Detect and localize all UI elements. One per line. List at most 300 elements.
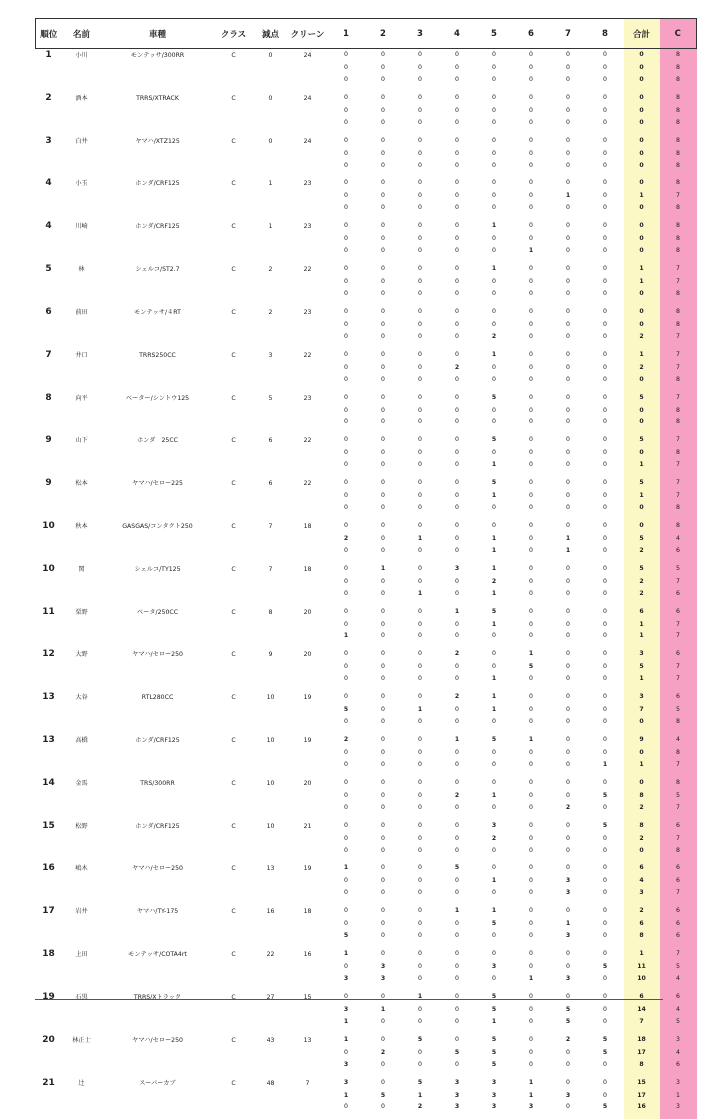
empty-cell [102,545,214,557]
section-score: 1 [476,220,513,233]
section-score: 0 [550,563,587,576]
lap-clean-count: 6 [660,875,697,887]
section-score: 1 [402,1090,439,1102]
lap-row [36,545,697,557]
empty-cell [214,802,254,814]
rider-penalty: 10 [254,820,288,833]
section-score: 0 [328,392,365,405]
rider-clean: 23 [288,392,328,405]
empty-cell [62,716,102,728]
rider-bike: TRS/300RR [102,777,214,790]
lap-total: 2 [624,362,660,374]
empty-cell [288,416,328,428]
rider-class: C [214,177,254,190]
lap-total: 8 [624,790,660,802]
section-score: 0 [513,563,550,576]
empty-cell [102,202,214,214]
empty-cell [102,490,214,502]
rider-class: C [214,648,254,661]
section-score: 0 [587,991,624,1004]
section-score: 0 [550,648,587,661]
empty-cell [62,1059,102,1071]
section-score: 0 [476,92,513,105]
lap-row [36,661,697,673]
section-score: 0 [513,220,550,233]
empty-cell [62,319,102,331]
section-score: 0 [439,117,476,129]
empty-cell [36,545,62,557]
lap-total: 14 [624,1004,660,1016]
section-score: 0 [402,673,439,685]
section-score: 0 [439,233,476,245]
lap-clean-count: 8 [660,135,697,148]
lap-total: 5 [624,434,660,447]
empty-cell [62,74,102,86]
lap-total: 18 [624,1034,660,1047]
empty-cell [254,245,288,257]
empty-cell [254,374,288,386]
lap-row [36,245,697,257]
header-section-6: 6 [513,19,550,49]
empty-cell [62,704,102,716]
spacer-cell [102,1113,214,1119]
empty-cell [214,416,254,428]
section-score: 0 [550,502,587,514]
section-score: 0 [513,991,550,1004]
empty-cell [214,245,254,257]
lap-row [36,1004,697,1016]
lap-total: 1 [624,948,660,961]
section-score: 0 [402,392,439,405]
rider-name: 川崎 [62,220,102,233]
section-score: 0 [513,747,550,759]
spacer-cell [328,1113,365,1119]
empty-cell [288,875,328,887]
section-score: 0 [476,520,513,533]
lap-clean-count: 8 [660,233,697,245]
lap-row [36,875,697,887]
lap-row [36,1059,697,1071]
lap-clean-count: 8 [660,747,697,759]
rider-bike: TRRS/Xトラック [102,991,214,1004]
section-score: 0 [587,233,624,245]
empty-cell [62,288,102,300]
empty-cell [288,887,328,899]
section-score: 5 [587,961,624,973]
section-score: 1 [328,948,365,961]
section-score: 0 [513,588,550,600]
empty-cell [36,1047,62,1059]
section-score: 0 [587,434,624,447]
empty-cell [62,405,102,417]
empty-cell [288,362,328,374]
section-score: 5 [476,606,513,619]
lap-row [36,576,697,588]
section-score: 0 [328,160,365,172]
lap-row [36,520,697,533]
empty-cell [36,105,62,117]
rider-bike: ヤマハ/TY-175 [102,905,214,918]
section-score: 0 [328,563,365,576]
section-score: 0 [587,802,624,814]
rider-clean: 20 [288,777,328,790]
rider-bike: シェルコ/ST2.7 [102,263,214,276]
rider-class: C [214,905,254,918]
section-score: 0 [550,691,587,704]
empty-cell [62,148,102,160]
lap-row [36,833,697,845]
section-score: 0 [513,135,550,148]
empty-cell [254,405,288,417]
lap-clean-count: 8 [660,177,697,190]
section-score: 0 [328,416,365,428]
empty-cell [254,62,288,74]
section-score: 0 [513,1004,550,1016]
lap-total: 0 [624,319,660,331]
section-score: 0 [439,62,476,74]
section-score: 0 [587,1059,624,1071]
lap-clean-count: 8 [660,202,697,214]
lap-total: 0 [624,520,660,533]
empty-cell [288,704,328,716]
empty-cell [102,588,214,600]
lap-clean-count: 6 [660,545,697,557]
section-score: 0 [402,92,439,105]
lap-clean-count: 8 [660,319,697,331]
empty-cell [254,673,288,685]
section-score: 0 [365,691,402,704]
empty-cell [254,362,288,374]
empty-cell [102,331,214,343]
lap-row [36,563,697,576]
empty-cell [214,1090,254,1102]
section-score: 0 [439,918,476,930]
lap-row [36,92,697,105]
lap-row [36,331,697,343]
section-score: 0 [439,777,476,790]
section-score: 0 [439,747,476,759]
empty-cell [214,704,254,716]
lap-row [36,802,697,814]
lap-clean-count: 5 [660,1016,697,1028]
empty-cell [36,233,62,245]
lap-total: 0 [624,49,660,63]
empty-cell [254,416,288,428]
section-score: 5 [328,704,365,716]
rider-clean: 22 [288,434,328,447]
empty-cell [254,588,288,600]
section-score: 0 [550,117,587,129]
empty-cell [36,588,62,600]
rider-clean: 19 [288,862,328,875]
section-score: 0 [550,759,587,771]
lap-clean-count: 8 [660,306,697,319]
section-score: 0 [328,331,365,343]
section-score: 0 [328,777,365,790]
section-score: 0 [439,319,476,331]
empty-cell [36,630,62,642]
rider-bike: ヤマハ/セロー250 [102,648,214,661]
section-score: 0 [513,845,550,857]
section-score: 0 [513,887,550,899]
lap-total: 5 [624,392,660,405]
lap-total: 2 [624,905,660,918]
section-score: 0 [365,392,402,405]
section-score: 1 [513,1077,550,1090]
section-score: 0 [402,276,439,288]
rider-name: 秋本 [62,520,102,533]
section-score: 0 [402,288,439,300]
lap-row [36,220,697,233]
empty-cell [102,747,214,759]
lap-clean-count: 7 [660,661,697,673]
section-score: 0 [587,588,624,600]
section-score: 0 [439,190,476,202]
section-score: 1 [476,619,513,631]
section-score: 0 [476,105,513,117]
section-score: 0 [550,1101,587,1113]
empty-cell [214,160,254,172]
empty-cell [36,887,62,899]
lap-clean-count: 7 [660,673,697,685]
lap-row [36,905,697,918]
section-score: 0 [402,545,439,557]
lap-row [36,1090,697,1102]
section-score: 0 [513,49,550,63]
empty-cell [62,1016,102,1028]
section-score: 0 [402,416,439,428]
rider-bike: ヤマハ/セロー225 [102,477,214,490]
rider-penalty: 43 [254,1034,288,1047]
section-score: 0 [402,459,439,471]
section-score: 0 [439,1016,476,1028]
empty-cell [36,961,62,973]
section-score: 0 [365,887,402,899]
lap-total: 6 [624,991,660,1004]
lap-total: 9 [624,734,660,747]
section-score: 1 [550,545,587,557]
section-score: 0 [439,245,476,257]
spacer-cell [402,1113,439,1119]
rider-bike: ホンダ/CRF125 [102,220,214,233]
lap-row [36,845,697,857]
section-score: 3 [550,1090,587,1102]
section-score: 0 [439,177,476,190]
empty-cell [102,502,214,514]
lap-row [36,502,697,514]
section-score: 0 [402,331,439,343]
rider-bike: RTL280CC [102,691,214,704]
section-score: 5 [476,477,513,490]
section-score: 0 [328,820,365,833]
lap-total: 15 [624,1077,660,1090]
empty-cell [288,331,328,343]
section-score: 0 [439,588,476,600]
section-score: 0 [365,447,402,459]
section-score: 0 [328,747,365,759]
rider-rank: 4 [36,177,62,190]
section-score: 0 [402,105,439,117]
rider-class: C [214,477,254,490]
empty-cell [288,288,328,300]
section-score: 1 [513,973,550,985]
lap-row [36,820,697,833]
section-score: 1 [328,630,365,642]
section-score: 0 [365,459,402,471]
spacer-cell [214,1113,254,1119]
section-score: 0 [328,276,365,288]
section-score: 0 [365,790,402,802]
section-score: 0 [550,820,587,833]
rider-class: C [214,1077,254,1090]
empty-cell [214,533,254,545]
section-score: 0 [513,790,550,802]
section-score: 0 [439,92,476,105]
lap-row [36,1034,697,1047]
rider-bike: TRRS/XTRACK [102,92,214,105]
rider-rank: 13 [36,734,62,747]
header-class: クラス [214,19,254,49]
section-score: 0 [550,276,587,288]
lap-total: 0 [624,117,660,129]
section-score: 0 [439,392,476,405]
section-score: 1 [476,1016,513,1028]
section-score: 5 [439,862,476,875]
section-score: 0 [328,991,365,1004]
section-score: 0 [587,319,624,331]
section-score: 0 [513,349,550,362]
rider-bike: モンテッサ/COTA4rt [102,948,214,961]
section-score: 0 [402,349,439,362]
lap-clean-count: 7 [660,276,697,288]
empty-cell [214,759,254,771]
section-score: 0 [365,220,402,233]
section-score: 0 [587,306,624,319]
lap-total: 17 [624,1047,660,1059]
section-score: 0 [587,331,624,343]
lap-clean-count: 7 [660,833,697,845]
lap-total: 3 [624,691,660,704]
lap-clean-count: 1 [660,1090,697,1102]
empty-cell [36,62,62,74]
section-score: 0 [439,833,476,845]
section-score: 0 [513,704,550,716]
rider-class: C [214,306,254,319]
section-score: 0 [550,374,587,386]
section-score: 0 [439,306,476,319]
rider-penalty: 7 [254,563,288,576]
section-score: 0 [365,374,402,386]
rider-clean: 20 [288,606,328,619]
rider-class: C [214,777,254,790]
section-score: 0 [402,630,439,642]
section-score: 0 [365,833,402,845]
section-score: 0 [365,862,402,875]
section-score: 0 [365,820,402,833]
section-score: 0 [365,135,402,148]
section-score: 0 [513,405,550,417]
lap-clean-count: 5 [660,790,697,802]
empty-cell [102,1059,214,1071]
empty-cell [62,759,102,771]
rider-class: C [214,263,254,276]
empty-cell [36,374,62,386]
section-score: 0 [365,777,402,790]
rider-class: C [214,49,254,63]
section-score: 0 [550,447,587,459]
empty-cell [102,961,214,973]
section-score: 0 [587,447,624,459]
empty-cell [62,105,102,117]
section-score: 0 [439,673,476,685]
section-score: 0 [587,1016,624,1028]
section-score: 0 [328,374,365,386]
rider-class: C [214,392,254,405]
lap-clean-count: 6 [660,862,697,875]
section-score: 3 [439,563,476,576]
lap-row [36,948,697,961]
section-score: 0 [587,288,624,300]
section-score: 0 [365,991,402,1004]
empty-cell [214,545,254,557]
section-score: 0 [365,875,402,887]
lap-total: 1 [624,759,660,771]
section-score: 0 [365,734,402,747]
section-score: 0 [402,405,439,417]
empty-cell [288,802,328,814]
section-score: 0 [513,331,550,343]
section-score: 0 [550,416,587,428]
section-score: 0 [476,49,513,63]
empty-cell [62,1047,102,1059]
section-score: 0 [587,973,624,985]
section-score: 0 [587,477,624,490]
rider-clean: 20 [288,648,328,661]
lap-clean-count: 6 [660,991,697,1004]
section-score: 0 [365,619,402,631]
section-score: 3 [365,961,402,973]
section-score: 0 [476,845,513,857]
section-score: 0 [402,148,439,160]
section-score: 0 [476,716,513,728]
lap-clean-count: 3 [660,1034,697,1047]
lap-total: 0 [624,747,660,759]
empty-cell [102,845,214,857]
section-score: 0 [439,405,476,417]
lap-clean-count: 8 [660,374,697,386]
empty-cell [102,661,214,673]
section-score: 1 [513,1090,550,1102]
section-score: 0 [550,233,587,245]
section-score: 1 [513,734,550,747]
section-score: 0 [402,918,439,930]
rider-class: C [214,434,254,447]
empty-cell [36,1059,62,1071]
lap-total: 0 [624,845,660,857]
section-score: 2 [476,576,513,588]
section-score: 0 [365,331,402,343]
rider-penalty: 0 [254,49,288,63]
section-score: 0 [328,105,365,117]
empty-cell [254,1047,288,1059]
empty-cell [254,288,288,300]
lap-clean-count: 8 [660,74,697,86]
empty-cell [254,319,288,331]
section-score: 0 [439,349,476,362]
section-score: 1 [365,563,402,576]
empty-cell [288,533,328,545]
lap-clean-count: 8 [660,288,697,300]
